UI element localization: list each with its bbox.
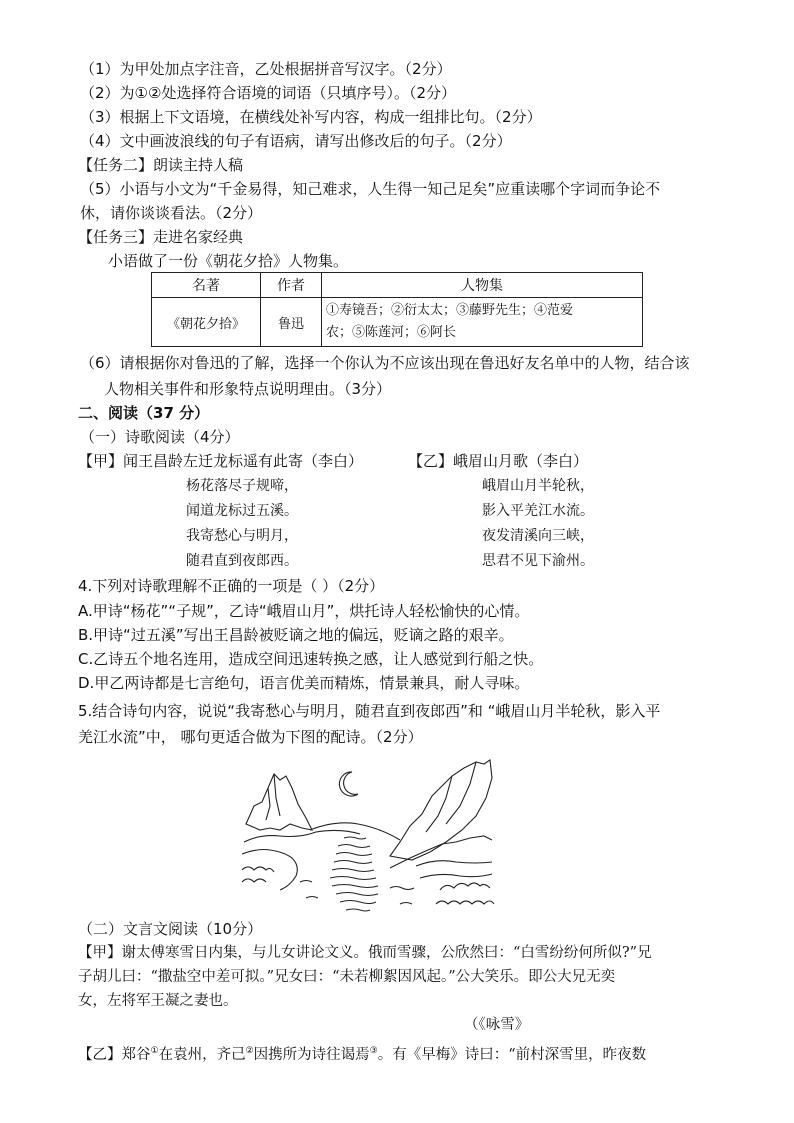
question-5-line1: （5）小语与小文为“千金易得，知己难求，人生得一知己足矣”应重读哪个字词而争论不	[80, 180, 661, 198]
footnote-marker: ①	[150, 1046, 159, 1056]
poem-b-title: 【乙】峨眉山月歌（李白）	[408, 452, 589, 470]
task3-heading: 【任务三】走进名家经典	[78, 228, 244, 246]
passage-b-line1	[78, 1040, 646, 1066]
poem-a-title: 【甲】闻王昌龄左迁龙标遥有此寄（李白）	[78, 452, 364, 470]
option-a: A.甲诗“杨花”“子规”，乙诗“峨眉山月”，烘托诗人轻松愉快的心情。	[78, 602, 530, 620]
question-3: （3）根据上下文语境，在横线处补写内容，构成一组排比句。（2分）	[80, 108, 542, 126]
poem-a-body	[186, 474, 298, 574]
passage-b-text: 。有《早梅》诗曰：“前村深雪里，昨夜数	[377, 1046, 647, 1063]
table-header-row	[152, 273, 643, 298]
poem-b-line: 夜发清溪向三峡，	[482, 528, 594, 544]
poem-b-line: 影入平羌江水流。	[482, 503, 594, 519]
crescent-moon-icon	[339, 772, 358, 796]
table-row	[152, 298, 643, 347]
option-b: B.甲诗“过五溪”写出王昌龄被贬谪之地的偏远，贬谪之路的艰辛。	[78, 626, 514, 644]
cell-author: 鲁迅	[261, 298, 322, 347]
poem-b-line: 思君不见下渝州。	[482, 553, 594, 569]
question-5-line2: 休，请你谈谈看法。（2分）	[80, 204, 263, 222]
poem-b-body	[482, 474, 594, 574]
character-collection-table	[151, 272, 643, 347]
header-characters: 人物集	[322, 273, 643, 298]
question-5-stem-line2: 羌江水流”中， 哪句更适合做为下图的配诗。（2分）	[78, 728, 423, 746]
characters-line1: ①寿镜吾；②衍太太；③藤野先生；④范爱	[326, 303, 574, 318]
passage-a-line2: 子胡儿曰：“撒盐空中差可拟。”兄女曰：“未若柳絮因风起。”公大笑乐。即公大兄无奕	[78, 969, 616, 985]
option-d: D.甲乙两诗都是七言绝句，语言优美而精炼，情景兼具，耐人寻味。	[78, 674, 530, 692]
question-5-stem-line1: 5.结合诗句内容，说说“我寄愁心与明月，随君直到夜郎西”和 “峨眉山月半轮秋，影入平	[78, 702, 661, 720]
left-mountain	[246, 774, 312, 830]
passage-a-line3: 女，左将军王凝之妻也。	[78, 993, 238, 1009]
footnote-marker: ②	[245, 1046, 254, 1056]
moon-river-illustration	[240, 758, 496, 918]
poetry-title: （一）诗歌阅读（4分）	[80, 428, 240, 446]
footnote-marker: ③	[369, 1046, 378, 1056]
poem-a-line: 杨花落尽子规啼，	[186, 478, 298, 494]
question-2: （2）为①②处选择符合语境的词语（只填序号）。（2分）	[80, 84, 456, 102]
characters-line2: 农；⑤陈莲河；⑥阿长	[326, 325, 457, 340]
moon-reflection	[330, 837, 378, 911]
task3-intro: 小语做了一份《朝花夕拾》人物集。	[108, 252, 349, 270]
reading-section-title: 二、阅读（37 分）	[78, 404, 210, 422]
poem-a-line: 闻道龙标过五溪。	[186, 503, 298, 519]
task2-heading: 【任务二】朗读主持人稿	[78, 156, 244, 174]
passage-b-text: 因携所为诗往谒焉	[253, 1046, 370, 1063]
poem-a-line: 我寄愁心与明月，	[186, 528, 298, 544]
question-6-line1: （6）请根据你对鲁迅的了解，选择一个你认为不应该出现在鲁迅好友名单中的人物，结合该	[80, 354, 690, 372]
question-4: （4）文中画波浪线的句子有语病，请写出修改后的句子。（2分）	[80, 132, 512, 150]
poem-a-line: 随君直到夜郎西。	[186, 553, 298, 569]
option-c: C.乙诗五个地名连用，造成空间迅速转换之感，让人感觉到行船之快。	[78, 650, 544, 668]
passage-b-text: 【乙】郑谷	[78, 1046, 151, 1063]
passage-a-line1: 【甲】谢太傅寒雪日内集，与儿女讲论文义。俄而雪骤，公欣然曰：“白雪纷纷何所似?”兄	[78, 945, 652, 961]
cell-characters	[322, 298, 643, 347]
header-author: 作者	[261, 273, 322, 298]
classical-title: （二）文言文阅读（10分）	[78, 920, 263, 938]
passage-b-text: 在袁州，齐己	[158, 1046, 246, 1063]
poem-b-line: 峨眉山月半轮秋，	[482, 478, 594, 494]
question-6-line2: 人物相关事件和形象特点说明理由。（3分）	[104, 380, 392, 398]
question-1: （1）为甲处加点字注音，乙处根据拼音写汉字。（2分）	[80, 60, 452, 78]
cell-book: 《朝花夕拾》	[152, 298, 261, 347]
question-4-stem: 4.下列对诗歌理解不正确的一项是（ ）（2分）	[78, 577, 385, 595]
header-book: 名著	[152, 273, 261, 298]
passage-a-source: （《咏雪》	[464, 1017, 530, 1033]
